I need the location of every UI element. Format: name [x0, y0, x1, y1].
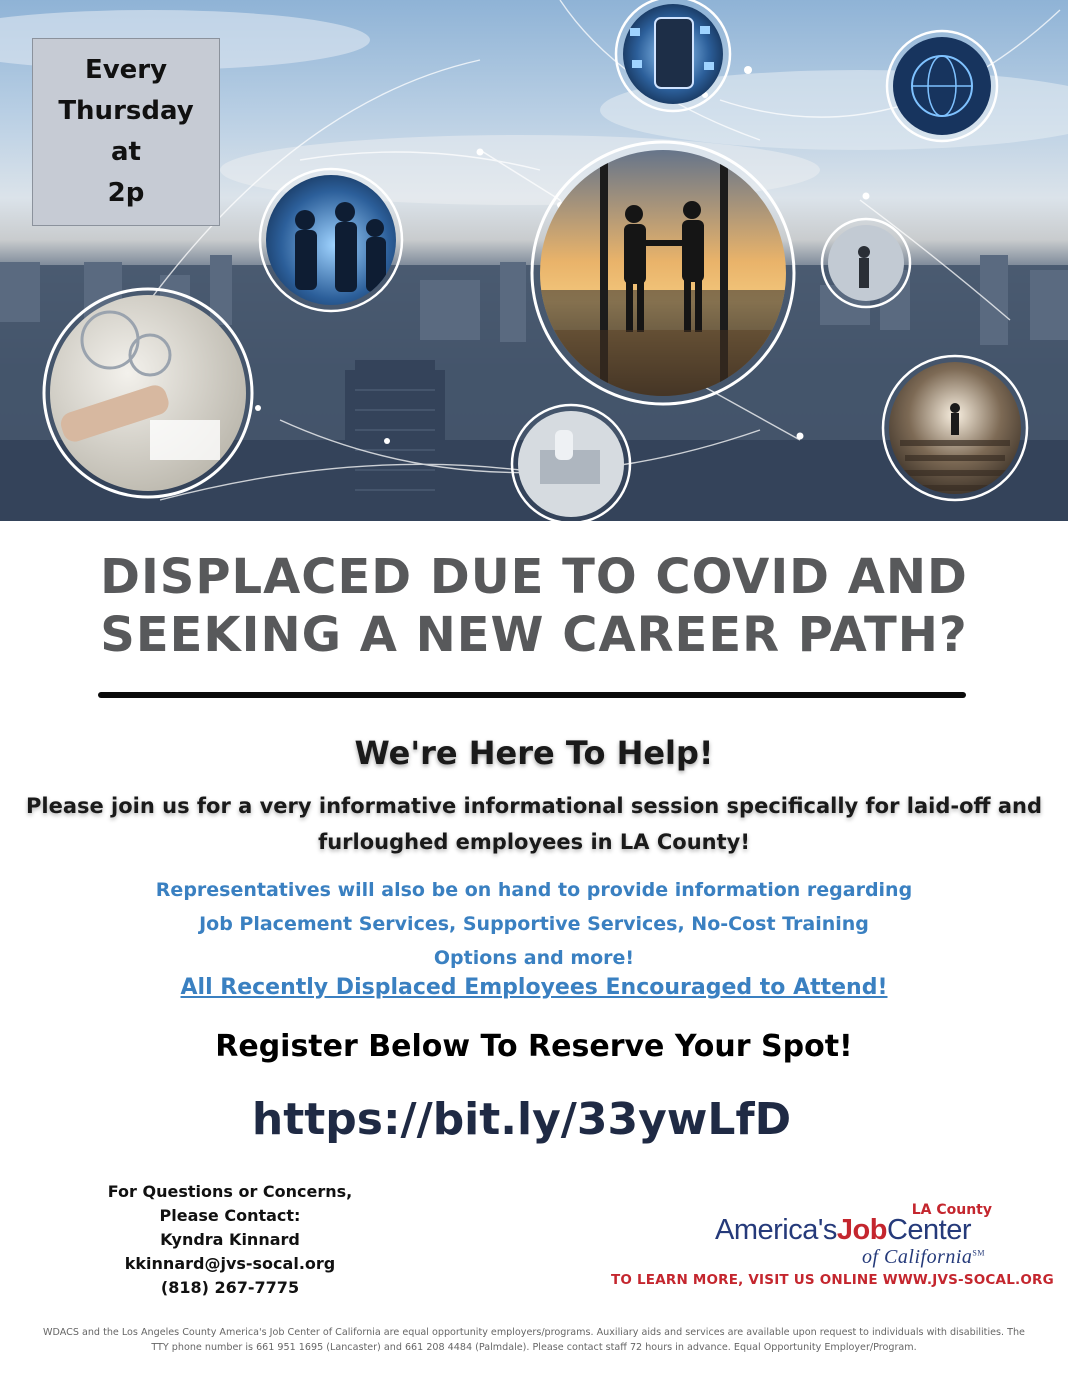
- logo-of-california-text: of California: [862, 1246, 973, 1268]
- title-line: SEEKING A NEW CAREER PATH?: [100, 607, 968, 663]
- schedule-badge: [32, 38, 220, 226]
- services-text: [0, 873, 1068, 975]
- services-line: Representatives will also be on hand to provide information regarding: [155, 879, 913, 901]
- logo-brand-america: America's: [715, 1214, 837, 1246]
- registration-link[interactable]: https://bit.ly/33ywLfD: [251, 1094, 792, 1145]
- badge-line: at: [111, 137, 141, 167]
- intro-line: furloughed employees in LA County!: [318, 830, 750, 854]
- logo-brand-center: Center: [886, 1214, 972, 1246]
- contact-name: Kyndra Kinnard: [160, 1230, 300, 1249]
- ajcc-logo: [700, 1200, 1040, 1272]
- disclaimer-line: TTY phone number is 661 951 1695 (Lancaster) and 661 208 4484 (Palmdale). Please contact staff 72 hours in advance. Equal Opportunity Employer/Program.: [151, 1342, 917, 1353]
- logo-of-california: [862, 1246, 985, 1269]
- disclaimer: [20, 1325, 1048, 1355]
- attend-link[interactable]: All Recently Displaced Employees Encouraged to Attend!: [180, 975, 888, 1000]
- badge-line: Thursday: [58, 96, 194, 126]
- contact-block: [100, 1180, 360, 1300]
- intro-text: [0, 788, 1068, 860]
- logo-county: LA County: [911, 1202, 992, 1218]
- badge-line: Every: [84, 55, 168, 85]
- register-heading: Register Below To Reserve Your Spot!: [215, 1029, 853, 1064]
- divider: [98, 692, 966, 698]
- page-title: [0, 548, 1068, 664]
- disclaimer-line: WDACS and the Los Angeles County America's Job Center of California are equal opportunity employers/programs. Auxiliary aids and services are available upon request to individuals with disabilities. The: [43, 1327, 1025, 1338]
- logo-sm-mark: SM: [972, 1248, 985, 1258]
- learn-more-link[interactable]: TO LEARN MORE, VISIT US ONLINE WWW.JVS-SOCAL.ORG: [611, 1272, 1054, 1288]
- logo-brand-job: Job: [836, 1214, 887, 1246]
- help-heading: We're Here To Help!: [354, 734, 714, 772]
- services-line: Options and more!: [433, 947, 635, 969]
- logo-brand: [715, 1214, 971, 1247]
- contact-heading: For Questions or Concerns,: [107, 1182, 353, 1201]
- hero-image: [0, 0, 1068, 521]
- intro-line: Please join us for a very informative informational session specifically for laid-off and: [26, 794, 1042, 818]
- title-line: DISPLACED DUE TO COVID AND: [100, 549, 968, 605]
- contact-phone[interactable]: (818) 267-7775: [160, 1278, 300, 1297]
- services-line: Job Placement Services, Supportive Services, No-Cost Training: [199, 913, 869, 935]
- badge-line: 2p: [107, 178, 145, 208]
- contact-email[interactable]: kkinnard@jvs-socal.org: [124, 1254, 336, 1273]
- contact-heading: Please Contact:: [159, 1206, 301, 1225]
